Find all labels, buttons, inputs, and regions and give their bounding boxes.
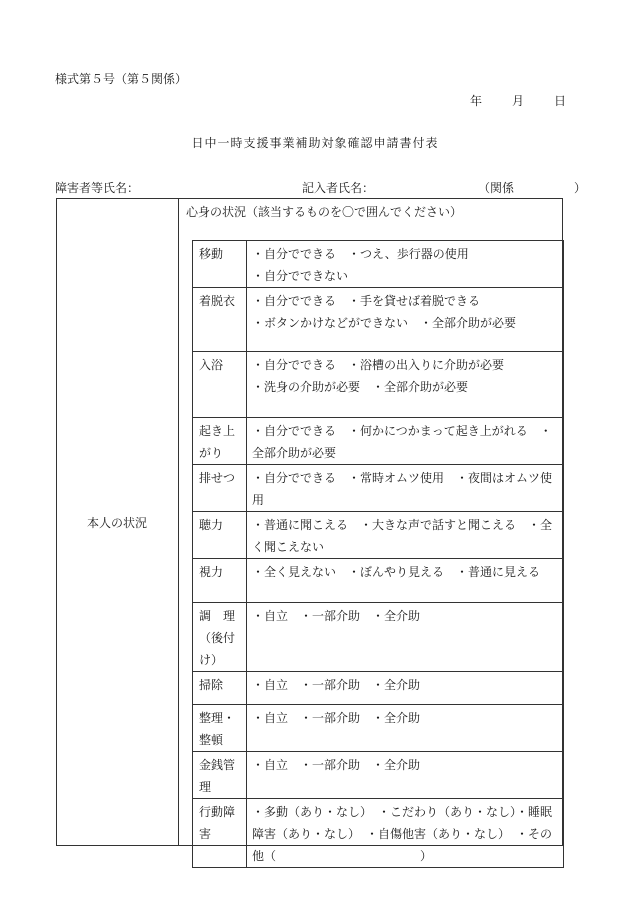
row-item: 着脱衣	[193, 288, 247, 352]
row-item: 掃除	[193, 672, 247, 705]
form-number: 様式第５号（第５関係）	[55, 72, 188, 86]
row-item: 整理・整頓	[193, 705, 247, 752]
row-options: ・自分でできる ・常時オムツ使用 ・夜間はオムツ使用	[247, 465, 564, 512]
relation-open: （関係	[478, 181, 515, 195]
table-row	[193, 672, 564, 705]
table-row	[193, 705, 564, 752]
row-options: ・全く見えない ・ぼんやり見える ・普通に見える	[247, 559, 564, 603]
row-options: ・自分でできる ・手を貸せば着脱できる ・ボタンかけなどができない ・全部介助が必要	[247, 288, 564, 352]
applicant-name-label: 障害者等氏名：	[55, 181, 140, 195]
row-options: ・自立 ・一部介助 ・全介助	[247, 752, 564, 799]
table-row	[193, 465, 564, 512]
row-options: ・自立 ・一部介助 ・全介助	[247, 705, 564, 752]
section-heading: 心身の状況（該当するものを〇で囲んでください）	[186, 205, 463, 219]
table-row	[193, 752, 564, 799]
row-item: 視力	[193, 559, 247, 603]
row-item: 行動障害	[193, 799, 247, 868]
row-options: ・多動（あり・なし） ・こだわり（あり・なし）・睡眠障害（あり・なし） ・自傷他害（あり・なし） ・その他（ ）	[247, 799, 564, 868]
row-options: ・自分でできる ・つえ、歩行器の使用 ・自分でできない	[247, 241, 564, 288]
row-item: 排せつ	[193, 465, 247, 512]
table-row	[193, 241, 564, 288]
relation-close: ）	[574, 181, 587, 195]
document-title: 日中一時支援事業補助対象確認申請書付表	[191, 136, 439, 150]
date-day: 日	[554, 94, 567, 108]
row-item: 入浴	[193, 352, 247, 418]
table-row	[193, 799, 564, 868]
row-options: ・自立 ・一部介助 ・全介助	[247, 603, 564, 672]
table-row	[193, 603, 564, 672]
self-status-label: 本人の状況	[86, 515, 147, 530]
row-item: 調 理（後付け）	[193, 603, 247, 672]
date-month: 月	[512, 94, 525, 108]
row-item: 移動	[193, 241, 247, 288]
row-options: ・自立 ・一部介助 ・全介助	[247, 672, 564, 705]
row-options: ・自分でできる ・何かにつかまって起き上がれる ・全部介助が必要	[247, 418, 564, 465]
row-item: 金銭管理	[193, 752, 247, 799]
row-options: ・自分でできる ・浴槽の出入りに介助が必要 ・洗身の介助が必要 ・全部介助が必要	[247, 352, 564, 418]
row-options: ・普通に聞こえる ・大きな声で話すと聞こえる ・全く聞こえない	[247, 512, 564, 559]
writer-name-label: 記入者氏名：	[302, 181, 375, 195]
row-item: 聴力	[193, 512, 247, 559]
date-year: 年	[470, 94, 483, 108]
date-line	[470, 92, 566, 109]
condition-table	[192, 240, 564, 868]
row-item: 起き上がり	[193, 418, 247, 465]
table-row	[193, 352, 564, 418]
relation-field	[478, 179, 586, 196]
table-row	[193, 418, 564, 465]
frame-divider	[178, 198, 179, 846]
table-row	[193, 288, 564, 352]
table-row	[193, 512, 564, 559]
table-row	[193, 559, 564, 603]
